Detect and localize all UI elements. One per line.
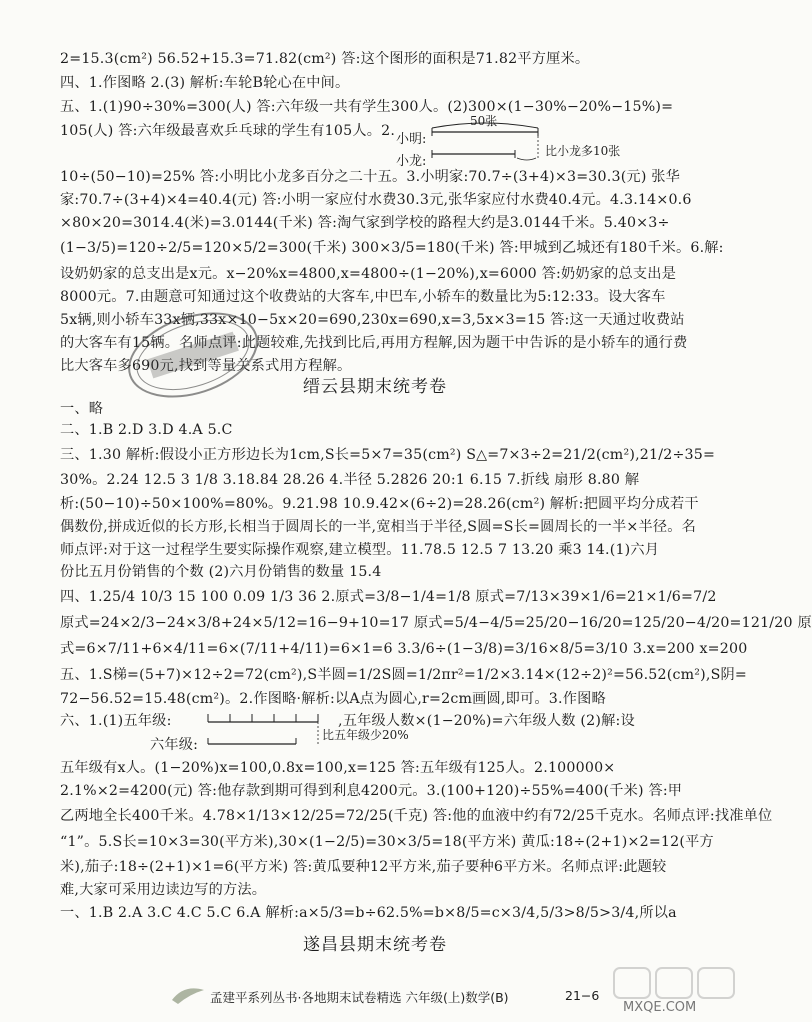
text-line: 一、1.B 2.A 3.C 4.C 5.C 6.A 解析:a×5/3=b÷62.5%=b×8/5=c×3/4,5/3>8/5>3/4,所以a	[60, 905, 677, 921]
line-diagram-2	[206, 708, 326, 754]
text-line: 四、1.作图略 2.(3) 解析:车轮B轮心在中间。	[60, 75, 350, 91]
text-line: 五、1.S梯=(5+7)×12÷2=72(cm²),S半圆=1/2S圆=1/2πr²=1/2×3.14×(12÷2)²=56.52(cm²),S阴=	[60, 667, 747, 683]
text-line: 师点评:对于这一过程学生要实际操作观察,建立模型。11.78.5 12.5 7 13.20 乘3 14.(1)六月	[60, 542, 660, 558]
text-line: 设奶奶家的总支出是x元。x−20%x=4800,x=4800÷(1−20%),x=6000 答:奶奶家的总支出是	[60, 266, 677, 282]
text-line: 10÷(50−10)=25% 答:小明比小龙多百分之二十五。3.小明家:70.7÷(3+4)×3=30.3(元) 张华	[60, 169, 681, 185]
text-line: 乙两地全长400千米。4.78×1/13×12/25=72/25(千克) 答:他的血液中约有72/25千克水。名师点评:找准单位	[60, 808, 773, 824]
footer-page-number: 21−6	[565, 988, 600, 1003]
section-title-suichang: 遂昌县期末统考卷	[303, 935, 447, 955]
text-line: 米),茄子:18÷(2+1)×1=6(平方米) 答:黄瓜要种12平方米,茄子要种6平方米。名师点评:此题较	[60, 859, 667, 875]
text-line: 份比五月份销售的个数 (2)六月份销售的数量 15.4	[60, 564, 382, 580]
text-line: 五年级有x人。(1−20%)x=100,0.8x=100,x=125 答:五年级有125人。2.100000×	[60, 760, 616, 776]
text-line: 一、略	[60, 401, 104, 417]
text-line: 难,大家可采用边读边写的方法。	[60, 882, 267, 898]
text-line: (1−3/5)=120÷2/5=120×5/2=300(千米) 300×3/5=180(千米) 答:甲城到乙城还有180千米。6.解:	[60, 240, 724, 256]
text-line: 四、1.25/4 10/3 15 100 0.09 1/3 36 2.原式=3/8−1/4=1/8 原式=7/13×39×1/6=21×1/6=7/2	[60, 589, 717, 605]
text-line: 5x辆,则小轿车33x辆,33x×10−5x×20=690,230x=690,x=3,5x×3=15 答:这一天通过收费站	[60, 312, 685, 328]
text-line: 2=15.3(cm²) 56.52+15.3=71.82(cm²) 答:这个图形的面积是71.82平方厘米。	[60, 51, 590, 67]
section-title-jinyun: 缙云县期末统考卷	[303, 377, 447, 397]
text-line: 的大客车有15辆。名师点评:此题较难,先找到比后,再用方程解,因为题干中告诉的是小轿车的通行费	[60, 335, 688, 351]
text-line: 8000元。7.由题意可知通过这个收费站的大客车,中巴车,小轿车的数量比为5:12:33。设大客车	[60, 289, 666, 305]
text-line: 六、1.(1)五年级:	[60, 713, 172, 729]
text-line: 2.1%×2=4200(元) 答:他存款到期可得到利息4200元。3.(100+120)÷55%=400(千米) 答:甲	[60, 783, 683, 799]
text-line: 30%。2.24 12.5 3 1/8 3.18.84 28.26 4.半径 5.2826 20:1 6.15 7.折线 扇形 8.80 解	[60, 472, 640, 488]
leaf-ornament-icon	[170, 984, 206, 1006]
text-line: “1”。5.S长=10×3=30(平方米),30×(1−2/5)=30×3/5=18(平方米) 黄瓜:18÷(2+1)×2=12(平方	[60, 834, 714, 850]
text-line: ×80×20=3014.4(米)=3.0144(千米) 答:淘气家到学校的路程大约是3.0144千米。5.40×3÷	[60, 215, 670, 231]
text-line: 六年级:	[150, 737, 199, 753]
text-line: 三、1.30 解析:假设小正方形边长为1cm,S长=5×7=35(cm²) S△=7×3÷2=21/2(cm²),21/2÷35=	[60, 447, 716, 463]
diagram-difference-label: 比小龙多10张	[545, 144, 621, 158]
diagram-xiaolong-label: 小龙:	[396, 154, 427, 169]
diagram-xiaoming-label: 小明:	[396, 132, 427, 147]
diagram-total-label: 50张	[470, 114, 498, 128]
text-line: 家:70.7÷(3+4)×4=40.4(元) 答:小明一家应付水费30.3元,张华家应付水费40.4元。4.3.14×0.6	[60, 192, 692, 208]
diagram-difference-label-2: 比五年级少20%	[322, 728, 409, 742]
text-line: 72−56.52=15.48(cm²)。2.作图略·解析:以A点为圆心,r=2cm画圆,即可。3.作图略	[60, 691, 606, 707]
text-line: 偶数份,拼成近似的长方形,长相当于圆周长的一半,宽相当于半径,S圆=S长=圆周长的一半×半径。名	[60, 519, 697, 535]
footer-series-title: 孟建平系列丛书·各地期末试卷精选 六年级(上)数学(B)	[210, 990, 509, 1005]
text-line: 析:(50−10)÷50×100%=80%。9.21.98 10.9.42×(6÷2)=28.26(cm²) 解析:把圆平均分成若干	[60, 496, 699, 512]
text-line: 五、1.(1)90÷30%=300(人) 答:六年级一共有学生300人。(2)300×(1−30%−20%−15%)=	[60, 99, 674, 115]
text-line: 二、1.B 2.D 3.D 4.A 5.C	[60, 422, 233, 438]
line-diagram-1	[430, 118, 550, 166]
text-line: 原式=24×2/3−24×3/8+24×5/12=16−9+10=17 原式=5/4−4/5=25/20−16/20=125/20−4/20=121/20 原	[60, 615, 812, 631]
text-line: 式=6×7/11+6×4/11=6×(7/11+4/11)=6×1=6 3.3/6÷(1−3/8)=3/16×8/5=3/10 3.x=200 x=200	[60, 641, 748, 657]
text-line: 105(人) 答:六年级最喜欢乒乓球的学生有105人。2.	[60, 123, 396, 139]
text-line: 比大客车多690元,找到等量关系式用方程解。	[60, 358, 352, 374]
text-line: ,五年级人数×(1−20%)=六年级人数 (2)解:设	[338, 713, 635, 729]
watermark-text: MXQE.COM	[623, 1000, 697, 1015]
